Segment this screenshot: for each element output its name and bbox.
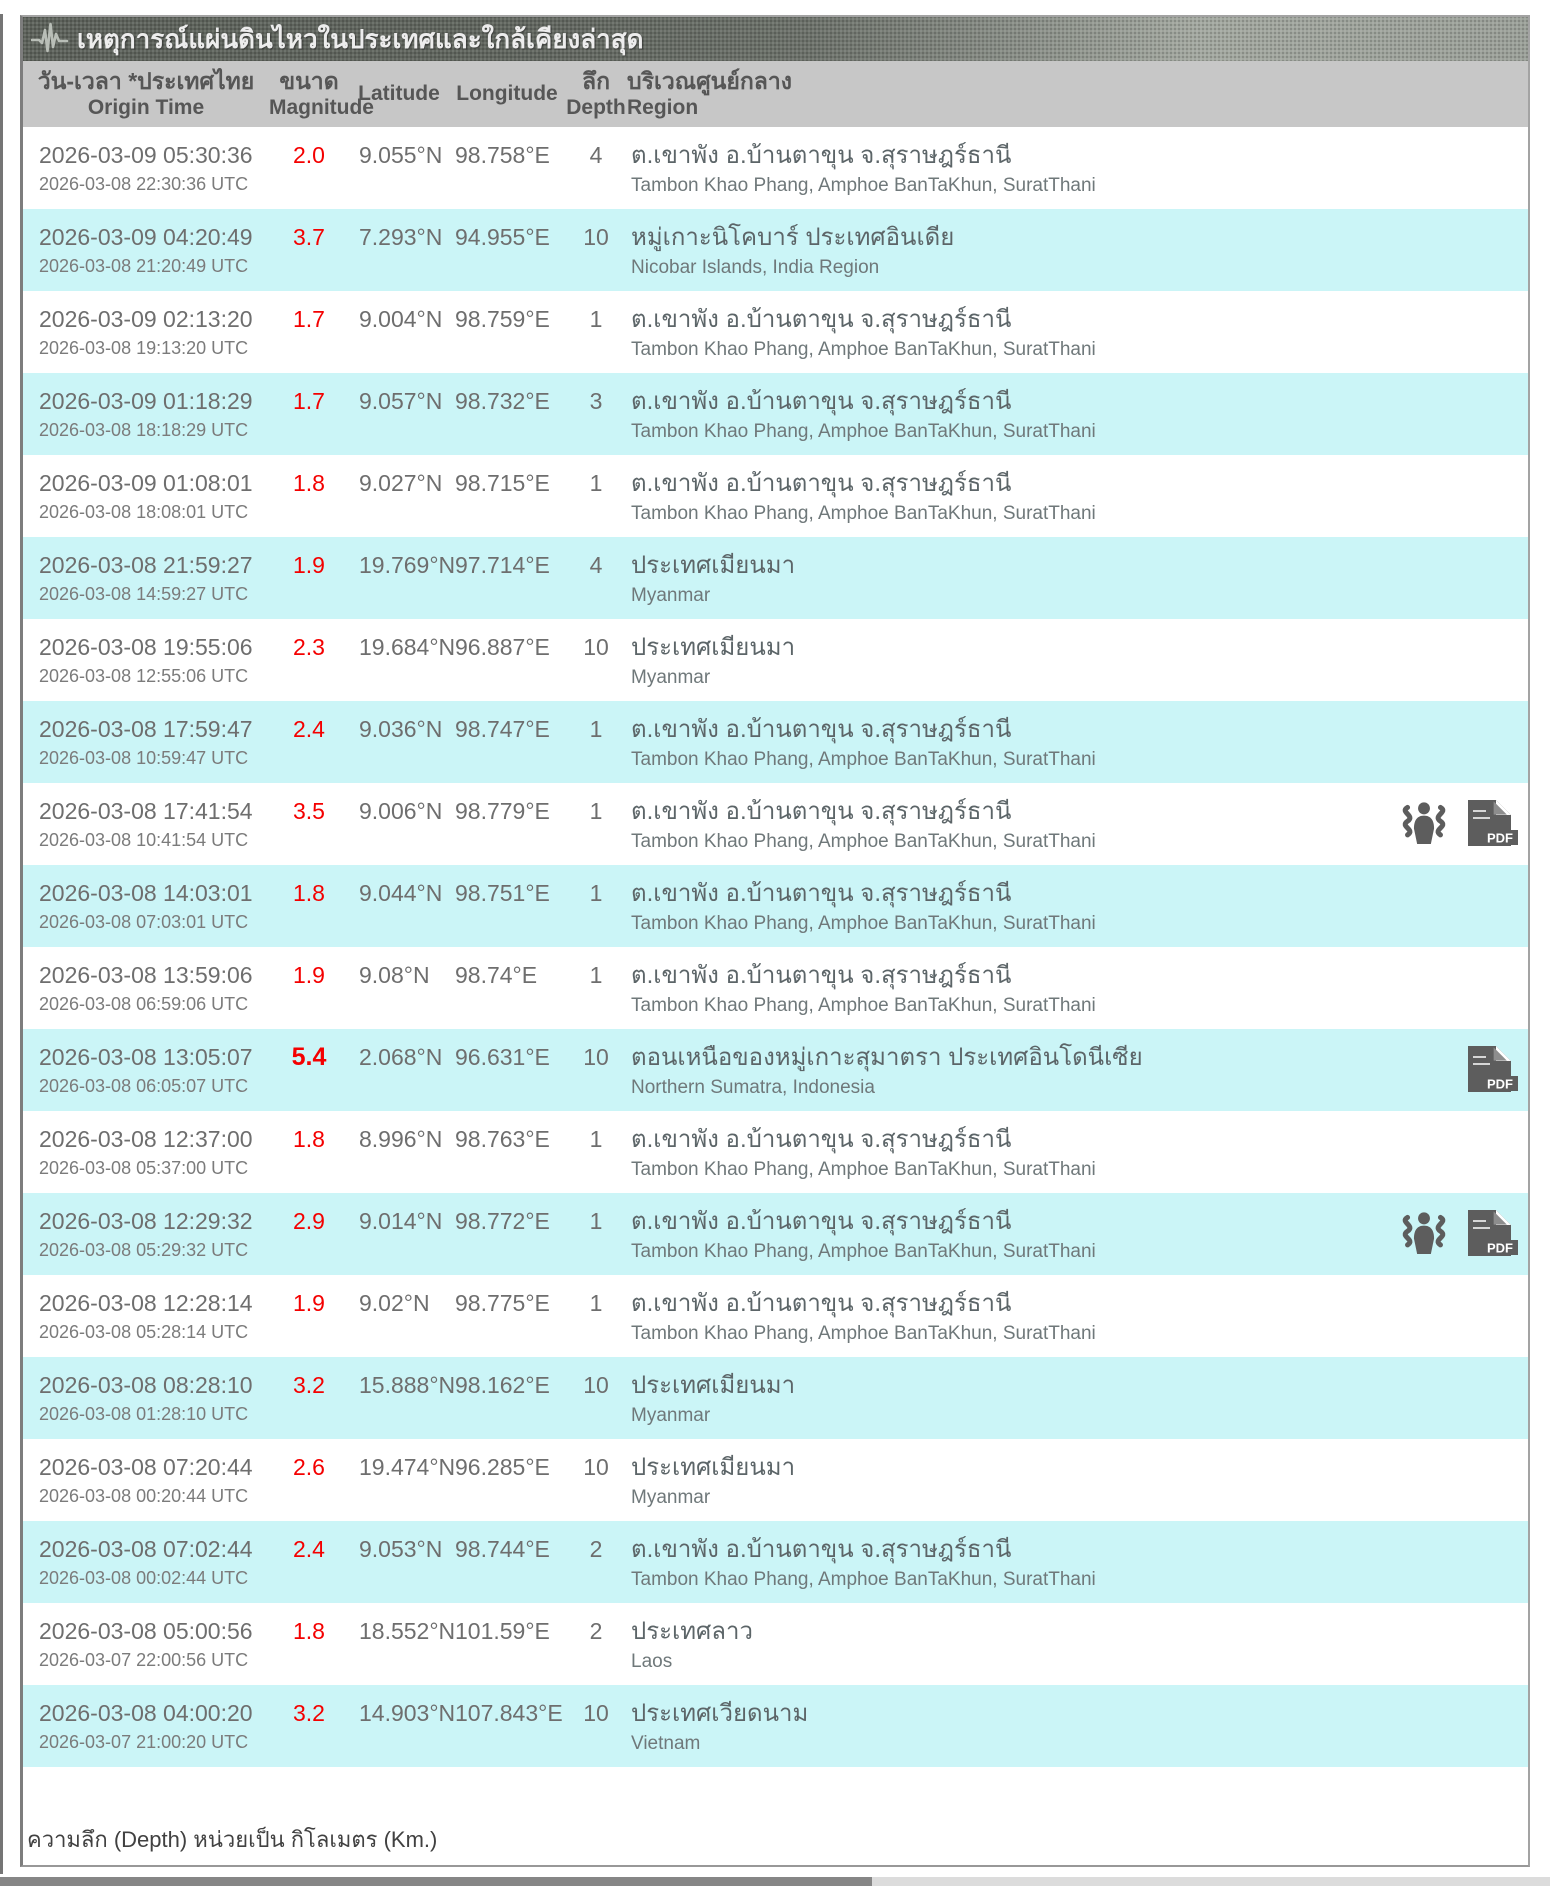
longitude-value: 98.747°E: [455, 716, 550, 742]
longitude-value: 98.74°E: [455, 962, 538, 988]
horizontal-scrollbar[interactable]: [0, 1877, 1550, 1886]
magnitude-cell: [269, 1029, 349, 1111]
earthquake-row[interactable]: [23, 1029, 1528, 1111]
region-english: Tambon Khao Phang, Amphoe BanTaKhun, SuratThani: [631, 339, 1096, 360]
magnitude-value: 5.4: [291, 1043, 327, 1071]
horizontal-scrollbar-thumb[interactable]: [0, 1877, 872, 1886]
region-english: Myanmar: [631, 585, 711, 606]
magnitude-cell: [269, 455, 349, 537]
earthquake-row[interactable]: [23, 1439, 1528, 1521]
origin-time-cell: [23, 1603, 269, 1685]
magnitude-cell: [269, 1111, 349, 1193]
region-thai: ต.เขาพัง อ.บ้านตาขุน จ.สุราษฎร์ธานี: [631, 1126, 1012, 1153]
pdf-icon[interactable]: [1464, 1045, 1518, 1095]
latitude-value: 9.014°N: [359, 1208, 443, 1234]
table-footer: [23, 1767, 1528, 1865]
region-english: Tambon Khao Phang, Amphoe BanTaKhun, SuratThani: [631, 1159, 1096, 1180]
latitude-value: 9.044°N: [359, 880, 443, 906]
depth-value: 10: [583, 1700, 609, 1726]
earthquake-row[interactable]: [23, 1357, 1528, 1439]
earthquake-table-body: [23, 127, 1528, 1767]
row-action-icons: [1378, 291, 1528, 373]
magnitude-value: 2.0: [293, 142, 325, 168]
earthquake-row[interactable]: [23, 1521, 1528, 1603]
origin-time-cell: [23, 1193, 269, 1275]
row-action-icons: [1378, 947, 1528, 1029]
region-thai: ต.เขาพัง อ.บ้านตาขุน จ.สุราษฎร์ธานี: [631, 880, 1012, 907]
depth-value: 1: [589, 880, 603, 906]
origin-time-local: 2026-03-08 17:41:54: [39, 798, 253, 824]
magnitude-value: 1.7: [293, 306, 325, 332]
region-english: Tambon Khao Phang, Amphoe BanTaKhun, SuratThani: [631, 503, 1096, 524]
origin-time-cell: [23, 455, 269, 537]
region-cell: [627, 865, 1378, 947]
header-region: บริเวณศูนย์กลาง Region: [627, 67, 793, 120]
region-cell: [627, 619, 1378, 701]
origin-time-cell: [23, 537, 269, 619]
magnitude-value: 3.5: [293, 798, 325, 824]
latitude-value: 19.769°N: [359, 552, 456, 578]
depth-value: 4: [589, 552, 603, 578]
longitude-value: 101.59°E: [455, 1618, 550, 1644]
earthquake-list-panel: [20, 15, 1530, 1867]
magnitude-value: 3.7: [293, 224, 325, 250]
region-cell: [627, 1111, 1378, 1193]
region-cell: [627, 1275, 1378, 1357]
origin-time-utc: 2026-03-08 06:59:06 UTC: [39, 994, 249, 1014]
latitude-value: 9.027°N: [359, 470, 443, 496]
origin-time-local: 2026-03-08 05:00:56: [39, 1618, 253, 1644]
depth-value: 10: [583, 634, 609, 660]
origin-time-utc: 2026-03-08 01:28:10 UTC: [39, 1404, 249, 1424]
origin-time-local: 2026-03-08 13:05:07: [39, 1044, 253, 1070]
region-cell: [627, 209, 1378, 291]
panel-title-bar: [23, 17, 1528, 61]
magnitude-value: 1.8: [293, 880, 325, 906]
magnitude-value: 1.9: [293, 552, 325, 578]
svg-text:PDF: PDF: [1487, 1240, 1513, 1256]
region-english: Nicobar Islands, India Region: [631, 257, 880, 278]
origin-time-cell: [23, 1111, 269, 1193]
panel-title: เหตุการณ์แผ่นดินไหวในประเทศและใกล้เคียงล่าสุด: [77, 23, 644, 54]
depth-value: 10: [583, 1044, 609, 1070]
region-cell: [627, 1521, 1378, 1603]
depth-value: 10: [583, 1454, 609, 1480]
longitude-value: 98.759°E: [455, 306, 550, 332]
latitude-value: 19.474°N: [359, 1454, 456, 1480]
magnitude-cell: [269, 291, 349, 373]
magnitude-value: 2.9: [293, 1208, 325, 1234]
earthquake-row[interactable]: [23, 1111, 1528, 1193]
region-english: Tambon Khao Phang, Amphoe BanTaKhun, SuratThani: [631, 421, 1096, 442]
earthquake-row[interactable]: [23, 1275, 1528, 1357]
earthquake-row[interactable]: [23, 373, 1528, 455]
region-thai: ต.เขาพัง อ.บ้านตาขุน จ.สุราษฎร์ธานี: [631, 1208, 1012, 1235]
earthquake-row[interactable]: [23, 1603, 1528, 1685]
magnitude-cell: [269, 373, 349, 455]
magnitude-cell: [269, 1357, 349, 1439]
depth-value: 4: [589, 142, 603, 168]
magnitude-value: 1.9: [293, 1290, 325, 1316]
depth-value: 1: [589, 798, 603, 824]
region-cell: [627, 1029, 1378, 1111]
region-english: Myanmar: [631, 1487, 711, 1508]
magnitude-cell: [269, 127, 349, 209]
origin-time-utc: 2026-03-08 12:55:06 UTC: [39, 666, 249, 686]
origin-time-utc: 2026-03-08 00:02:44 UTC: [39, 1568, 249, 1588]
region-cell: [627, 373, 1378, 455]
depth-value: 1: [589, 962, 603, 988]
region-thai: ต.เขาพัง อ.บ้านตาขุน จ.สุราษฎร์ธานี: [631, 1290, 1012, 1317]
magnitude-cell: [269, 865, 349, 947]
region-cell: [627, 127, 1378, 209]
origin-time-cell: [23, 127, 269, 209]
origin-time-utc: 2026-03-08 06:05:07 UTC: [39, 1076, 249, 1096]
origin-time-utc: 2026-03-08 05:29:32 UTC: [39, 1240, 249, 1260]
svg-text:PDF: PDF: [1487, 830, 1513, 846]
pdf-icon[interactable]: [1464, 799, 1518, 849]
region-cell: [627, 1357, 1378, 1439]
origin-time-local: 2026-03-08 12:37:00: [39, 1126, 253, 1152]
origin-time-utc: 2026-03-08 18:18:29 UTC: [39, 420, 249, 440]
region-english: Tambon Khao Phang, Amphoe BanTaKhun, SuratThani: [631, 749, 1096, 770]
region-english: Tambon Khao Phang, Amphoe BanTaKhun, SuratThani: [631, 831, 1096, 852]
origin-time-cell: [23, 783, 269, 865]
region-thai: ประเทศเมียนมา: [631, 1372, 796, 1399]
earthquake-row[interactable]: [23, 455, 1528, 537]
earthquake-row[interactable]: [23, 947, 1528, 1029]
pdf-icon[interactable]: [1464, 1209, 1518, 1259]
row-action-icons: [1378, 455, 1528, 537]
magnitude-cell: [269, 537, 349, 619]
origin-time-utc: 2026-03-08 22:30:36 UTC: [39, 174, 249, 194]
region-english: Tambon Khao Phang, Amphoe BanTaKhun, SuratThani: [631, 995, 1096, 1016]
region-thai: ต.เขาพัง อ.บ้านตาขุน จ.สุราษฎร์ธานี: [631, 716, 1012, 743]
row-action-icons: [1378, 1439, 1528, 1521]
magnitude-value: 1.8: [293, 1618, 325, 1644]
origin-time-cell: [23, 1685, 269, 1767]
region-cell: [627, 783, 1378, 865]
latitude-value: 14.903°N: [359, 1700, 456, 1726]
region-thai: ต.เขาพัง อ.บ้านตาขุน จ.สุราษฎร์ธานี: [631, 142, 1012, 169]
origin-time-cell: [23, 209, 269, 291]
depth-value: 1: [589, 1126, 603, 1152]
depth-value: 1: [589, 1208, 603, 1234]
latitude-value: 9.057°N: [359, 388, 443, 414]
longitude-value: 98.162°E: [455, 1372, 550, 1398]
longitude-value: 98.772°E: [455, 1208, 550, 1234]
origin-time-local: 2026-03-09 04:20:49: [39, 224, 253, 250]
origin-time-cell: [23, 865, 269, 947]
origin-time-utc: 2026-03-08 21:20:49 UTC: [39, 256, 249, 276]
depth-value: 10: [583, 224, 609, 250]
origin-time-local: 2026-03-09 05:30:36: [39, 142, 253, 168]
latitude-value: 7.293°N: [359, 224, 443, 250]
earthquake-row[interactable]: [23, 865, 1528, 947]
origin-time-utc: 2026-03-07 22:00:56 UTC: [39, 1650, 249, 1670]
latitude-value: 19.684°N: [359, 634, 456, 660]
region-thai: ต.เขาพัง อ.บ้านตาขุน จ.สุราษฎร์ธานี: [631, 470, 1012, 497]
header-latitude: Latitude: [358, 81, 440, 105]
region-english: Northern Sumatra, Indonesia: [631, 1077, 875, 1098]
region-cell: [627, 537, 1378, 619]
magnitude-cell: [269, 1439, 349, 1521]
felt-report-icon[interactable]: [1392, 799, 1456, 847]
row-action-icons: [1378, 619, 1528, 701]
table-header-row: [23, 61, 1528, 127]
earthquake-row[interactable]: [23, 127, 1528, 209]
region-thai: ประเทศลาว: [631, 1618, 753, 1645]
longitude-value: 96.631°E: [455, 1044, 550, 1070]
region-thai: ประเทศเวียดนาม: [631, 1700, 809, 1727]
origin-time-local: 2026-03-08 13:59:06: [39, 962, 253, 988]
row-action-icons: [1378, 783, 1528, 865]
depth-value: 1: [589, 470, 603, 496]
row-action-icons: [1378, 127, 1528, 209]
longitude-value: 98.775°E: [455, 1290, 550, 1316]
row-action-icons: [1378, 373, 1528, 455]
row-action-icons: [1378, 1685, 1528, 1767]
region-cell: [627, 1603, 1378, 1685]
region-thai: ประเทศเมียนมา: [631, 1454, 796, 1481]
region-cell: [627, 291, 1378, 373]
origin-time-cell: [23, 1357, 269, 1439]
origin-time-local: 2026-03-08 04:00:20: [39, 1700, 253, 1726]
origin-time-cell: [23, 373, 269, 455]
svg-text:PDF: PDF: [1487, 1076, 1513, 1092]
longitude-value: 94.955°E: [455, 224, 550, 250]
longitude-value: 98.779°E: [455, 798, 550, 824]
magnitude-value: 3.2: [293, 1700, 325, 1726]
region-english: Myanmar: [631, 1405, 711, 1426]
earthquake-row[interactable]: [23, 619, 1528, 701]
region-cell: [627, 701, 1378, 783]
earthquake-row[interactable]: [23, 291, 1528, 373]
region-cell: [627, 455, 1378, 537]
longitude-value: 98.758°E: [455, 142, 550, 168]
magnitude-value: 2.6: [293, 1454, 325, 1480]
row-action-icons: [1378, 1111, 1528, 1193]
origin-time-cell: [23, 1275, 269, 1357]
latitude-value: 18.552°N: [359, 1618, 456, 1644]
seismograph-icon: [31, 20, 69, 59]
origin-time-local: 2026-03-09 01:18:29: [39, 388, 253, 414]
origin-time-local: 2026-03-08 17:59:47: [39, 716, 253, 742]
magnitude-value: 1.9: [293, 962, 325, 988]
longitude-value: 97.714°E: [455, 552, 550, 578]
row-action-icons: [1378, 701, 1528, 783]
region-english: Tambon Khao Phang, Amphoe BanTaKhun, SuratThani: [631, 1241, 1096, 1262]
longitude-value: 98.732°E: [455, 388, 550, 414]
magnitude-value: 1.8: [293, 470, 325, 496]
region-english: Tambon Khao Phang, Amphoe BanTaKhun, SuratThani: [631, 175, 1096, 196]
longitude-value: 98.744°E: [455, 1536, 550, 1562]
latitude-value: 9.004°N: [359, 306, 443, 332]
depth-value: 1: [589, 1290, 603, 1316]
region-english: Tambon Khao Phang, Amphoe BanTaKhun, SuratThani: [631, 1569, 1096, 1590]
earthquake-row[interactable]: [23, 1685, 1528, 1767]
header-origin-time: วัน-เวลา *ประเทศไทย Origin Time: [37, 67, 255, 120]
magnitude-value: 2.4: [293, 716, 325, 742]
origin-time-local: 2026-03-08 07:02:44: [39, 1536, 253, 1562]
earthquake-row[interactable]: [23, 1193, 1528, 1275]
header-longitude: Longitude: [456, 81, 558, 105]
depth-value: 10: [583, 1372, 609, 1398]
depth-value: 2: [589, 1536, 603, 1562]
origin-time-utc: 2026-03-08 10:59:47 UTC: [39, 748, 249, 768]
origin-time-utc: 2026-03-08 00:20:44 UTC: [39, 1486, 249, 1506]
region-cell: [627, 947, 1378, 1029]
row-action-icons: [1378, 537, 1528, 619]
origin-time-cell: [23, 1029, 269, 1111]
origin-time-utc: 2026-03-08 19:13:20 UTC: [39, 338, 249, 358]
region-english: Vietnam: [631, 1733, 701, 1754]
longitude-value: 96.285°E: [455, 1454, 550, 1480]
origin-time-local: 2026-03-08 19:55:06: [39, 634, 253, 660]
region-thai: ต.เขาพัง อ.บ้านตาขุน จ.สุราษฎร์ธานี: [631, 388, 1012, 415]
origin-time-cell: [23, 291, 269, 373]
latitude-value: 9.053°N: [359, 1536, 443, 1562]
longitude-value: 98.763°E: [455, 1126, 550, 1152]
origin-time-cell: [23, 1439, 269, 1521]
magnitude-value: 3.2: [293, 1372, 325, 1398]
latitude-value: 9.055°N: [359, 142, 443, 168]
origin-time-cell: [23, 619, 269, 701]
felt-report-icon[interactable]: [1392, 1209, 1456, 1257]
earthquake-row[interactable]: [23, 537, 1528, 619]
magnitude-value: 2.3: [293, 634, 325, 660]
region-thai: ตอนเหนือของหมู่เกาะสุมาตรา ประเทศอินโดนีเซีย: [631, 1044, 1143, 1071]
region-thai: ต.เขาพัง อ.บ้านตาขุน จ.สุราษฎร์ธานี: [631, 1536, 1012, 1563]
magnitude-cell: [269, 1685, 349, 1767]
origin-time-local: 2026-03-09 01:08:01: [39, 470, 253, 496]
longitude-value: 98.751°E: [455, 880, 550, 906]
region-cell: [627, 1439, 1378, 1521]
origin-time-cell: [23, 1521, 269, 1603]
region-english: Myanmar: [631, 667, 711, 688]
depth-unit-note: ความลึก (Depth) หน่วยเป็น กิโลเมตร (Km.): [27, 1827, 438, 1852]
latitude-value: 15.888°N: [359, 1372, 456, 1398]
header-depth: ลึก Depth: [566, 67, 626, 120]
row-action-icons: [1378, 1193, 1528, 1275]
magnitude-cell: [269, 1275, 349, 1357]
latitude-value: 9.08°N: [359, 962, 430, 988]
longitude-value: 107.843°E: [455, 1700, 563, 1726]
magnitude-value: 1.7: [293, 388, 325, 414]
origin-time-utc: 2026-03-08 10:41:54 UTC: [39, 830, 249, 850]
longitude-value: 96.887°E: [455, 634, 550, 660]
magnitude-cell: [269, 1193, 349, 1275]
latitude-value: 9.006°N: [359, 798, 443, 824]
origin-time-utc: 2026-03-08 14:59:27 UTC: [39, 584, 249, 604]
row-action-icons: [1378, 1357, 1528, 1439]
earthquake-row[interactable]: [23, 209, 1528, 291]
magnitude-cell: [269, 619, 349, 701]
origin-time-utc: 2026-03-08 05:28:14 UTC: [39, 1322, 249, 1342]
origin-time-utc: 2026-03-07 21:00:20 UTC: [39, 1732, 249, 1752]
origin-time-cell: [23, 947, 269, 1029]
origin-time-utc: 2026-03-08 18:08:01 UTC: [39, 502, 249, 522]
magnitude-cell: [269, 783, 349, 865]
depth-value: 2: [589, 1618, 603, 1644]
earthquake-row[interactable]: [23, 701, 1528, 783]
magnitude-cell: [269, 209, 349, 291]
depth-value: 3: [589, 388, 603, 414]
latitude-value: 2.068°N: [359, 1044, 443, 1070]
magnitude-cell: [269, 1521, 349, 1603]
region-thai: ต.เขาพัง อ.บ้านตาขุน จ.สุราษฎร์ธานี: [631, 306, 1012, 333]
origin-time-local: 2026-03-08 21:59:27: [39, 552, 253, 578]
longitude-value: 98.715°E: [455, 470, 550, 496]
magnitude-value: 2.4: [293, 1536, 325, 1562]
region-cell: [627, 1193, 1378, 1275]
region-thai: ต.เขาพัง อ.บ้านตาขุน จ.สุราษฎร์ธานี: [631, 962, 1012, 989]
origin-time-local: 2026-03-08 12:28:14: [39, 1290, 253, 1316]
origin-time-local: 2026-03-09 02:13:20: [39, 306, 253, 332]
region-english: Laos: [631, 1651, 673, 1672]
region-thai: ประเทศเมียนมา: [631, 552, 796, 579]
row-action-icons: [1378, 209, 1528, 291]
row-action-icons: [1378, 865, 1528, 947]
origin-time-local: 2026-03-08 14:03:01: [39, 880, 253, 906]
row-action-icons: [1378, 1603, 1528, 1685]
region-cell: [627, 1685, 1378, 1767]
latitude-value: 9.036°N: [359, 716, 443, 742]
origin-time-cell: [23, 701, 269, 783]
magnitude-cell: [269, 701, 349, 783]
region-thai: ประเทศเมียนมา: [631, 634, 796, 661]
row-action-icons: [1378, 1521, 1528, 1603]
row-action-icons: [1378, 1029, 1528, 1111]
magnitude-value: 1.8: [293, 1126, 325, 1152]
latitude-value: 9.02°N: [359, 1290, 430, 1316]
header-magnitude: ขนาด Magnitude: [269, 67, 374, 120]
region-english: Tambon Khao Phang, Amphoe BanTaKhun, SuratThani: [631, 1323, 1096, 1344]
region-thai: หมู่เกาะนิโคบาร์ ประเทศอินเดีย: [631, 224, 955, 251]
latitude-value: 8.996°N: [359, 1126, 443, 1152]
origin-time-local: 2026-03-08 12:29:32: [39, 1208, 253, 1234]
depth-value: 1: [589, 306, 603, 332]
magnitude-cell: [269, 947, 349, 1029]
depth-value: 1: [589, 716, 603, 742]
magnitude-cell: [269, 1603, 349, 1685]
window-left-edge: [0, 14, 3, 1874]
origin-time-local: 2026-03-08 07:20:44: [39, 1454, 253, 1480]
origin-time-utc: 2026-03-08 05:37:00 UTC: [39, 1158, 249, 1178]
earthquake-row[interactable]: [23, 783, 1528, 865]
region-thai: ต.เขาพัง อ.บ้านตาขุน จ.สุราษฎร์ธานี: [631, 798, 1012, 825]
row-action-icons: [1378, 1275, 1528, 1357]
region-english: Tambon Khao Phang, Amphoe BanTaKhun, SuratThani: [631, 913, 1096, 934]
origin-time-local: 2026-03-08 08:28:10: [39, 1372, 253, 1398]
origin-time-utc: 2026-03-08 07:03:01 UTC: [39, 912, 249, 932]
